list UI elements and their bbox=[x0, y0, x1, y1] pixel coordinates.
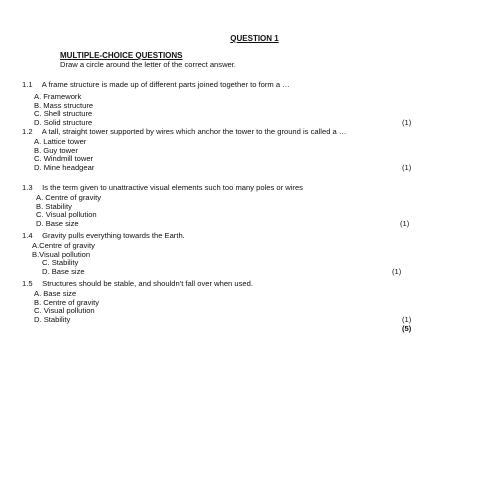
option-b[interactable] bbox=[22, 202, 482, 211]
option-label: D. Solid structure bbox=[34, 117, 93, 127]
question-number: 1.4 bbox=[22, 231, 33, 240]
option-label: A. Centre of gravity bbox=[36, 193, 101, 203]
option-a[interactable] bbox=[22, 289, 482, 298]
option-c[interactable] bbox=[22, 210, 482, 219]
option-label: C. Visual pollution bbox=[36, 210, 97, 220]
question-stem bbox=[22, 279, 482, 288]
question-text: Is the term given to unattractive visual elements such too many poles or wires bbox=[42, 183, 303, 192]
option-label: A. Lattice tower bbox=[34, 137, 87, 147]
option-a[interactable] bbox=[22, 241, 482, 250]
option-label: C. Stability bbox=[42, 258, 79, 268]
option-b[interactable] bbox=[22, 146, 482, 155]
question-1-1 bbox=[22, 80, 482, 126]
question-stem bbox=[22, 231, 482, 240]
question-stem bbox=[22, 183, 482, 192]
option-d[interactable] bbox=[22, 267, 482, 276]
mark-allocation: (1) bbox=[402, 162, 412, 172]
option-label: B.Visual pollution bbox=[32, 249, 91, 259]
instruction-text: Draw a circle around the letter of the correct answer. bbox=[60, 60, 237, 69]
option-label: B. Guy tower bbox=[34, 145, 78, 155]
option-label: D. Stability bbox=[34, 314, 71, 324]
question-1-5 bbox=[22, 279, 482, 323]
question-text: Structures should be stable, and shouldn't fall over when used. bbox=[42, 279, 253, 288]
section-heading: MULTIPLE-CHOICE QUESTIONS bbox=[60, 51, 183, 60]
option-label: A.Centre of gravity bbox=[32, 241, 95, 251]
option-label: B. Stability bbox=[36, 201, 72, 211]
option-b[interactable] bbox=[22, 298, 482, 307]
total-marks: (5) bbox=[402, 324, 412, 333]
question-number: 1.2 bbox=[22, 127, 33, 136]
option-label: A. Framework bbox=[34, 92, 82, 102]
option-c[interactable] bbox=[22, 306, 482, 315]
option-list bbox=[22, 137, 482, 171]
question-1-2 bbox=[22, 127, 482, 171]
option-label: C. Visual pollution bbox=[34, 306, 95, 316]
mark-allocation: (1) bbox=[402, 117, 412, 127]
question-stem bbox=[22, 80, 482, 89]
option-label: D. Base size bbox=[36, 218, 79, 228]
option-c[interactable] bbox=[22, 258, 482, 267]
option-list bbox=[22, 241, 482, 275]
question-1-3 bbox=[22, 183, 482, 227]
option-d[interactable] bbox=[22, 219, 482, 228]
option-d[interactable] bbox=[22, 163, 482, 172]
option-label: C. Windmill tower bbox=[34, 154, 94, 164]
question-text: Gravity pulls everything towards the Earth. bbox=[42, 231, 185, 240]
question-text: A tall, straight tower supported by wires which anchor the tower to the ground is called a … bbox=[41, 127, 347, 136]
option-label: D. Mine headgear bbox=[34, 162, 95, 172]
mark-allocation: (1) bbox=[392, 266, 402, 276]
option-d[interactable] bbox=[22, 118, 482, 127]
question-1-4 bbox=[22, 231, 482, 275]
option-label: B. Mass structure bbox=[34, 100, 94, 110]
page-title: QUESTION 1 bbox=[230, 34, 279, 43]
question-number: 1.3 bbox=[22, 183, 33, 192]
option-list bbox=[22, 193, 482, 227]
option-label: A. Base size bbox=[34, 289, 77, 299]
option-label: C. Shell structure bbox=[34, 109, 93, 119]
option-list bbox=[22, 289, 482, 323]
question-number: 1.5 bbox=[22, 279, 33, 288]
option-label: D. Base size bbox=[42, 266, 85, 276]
question-text: A frame structure is made up of different parts joined together to form a … bbox=[41, 80, 290, 89]
option-a[interactable] bbox=[22, 137, 482, 146]
option-c[interactable] bbox=[22, 154, 482, 163]
option-a[interactable] bbox=[22, 193, 482, 202]
mark-allocation: (1) bbox=[400, 218, 410, 228]
question-stem bbox=[22, 127, 482, 136]
mark-allocation: (1) bbox=[402, 314, 412, 324]
option-a[interactable] bbox=[22, 92, 482, 101]
question-number: 1.1 bbox=[22, 80, 33, 89]
option-d[interactable] bbox=[22, 315, 482, 324]
option-b[interactable] bbox=[22, 250, 482, 259]
option-label: B. Centre of gravity bbox=[34, 297, 99, 307]
option-list bbox=[22, 92, 482, 126]
option-b[interactable] bbox=[22, 101, 482, 110]
option-c[interactable] bbox=[22, 109, 482, 118]
